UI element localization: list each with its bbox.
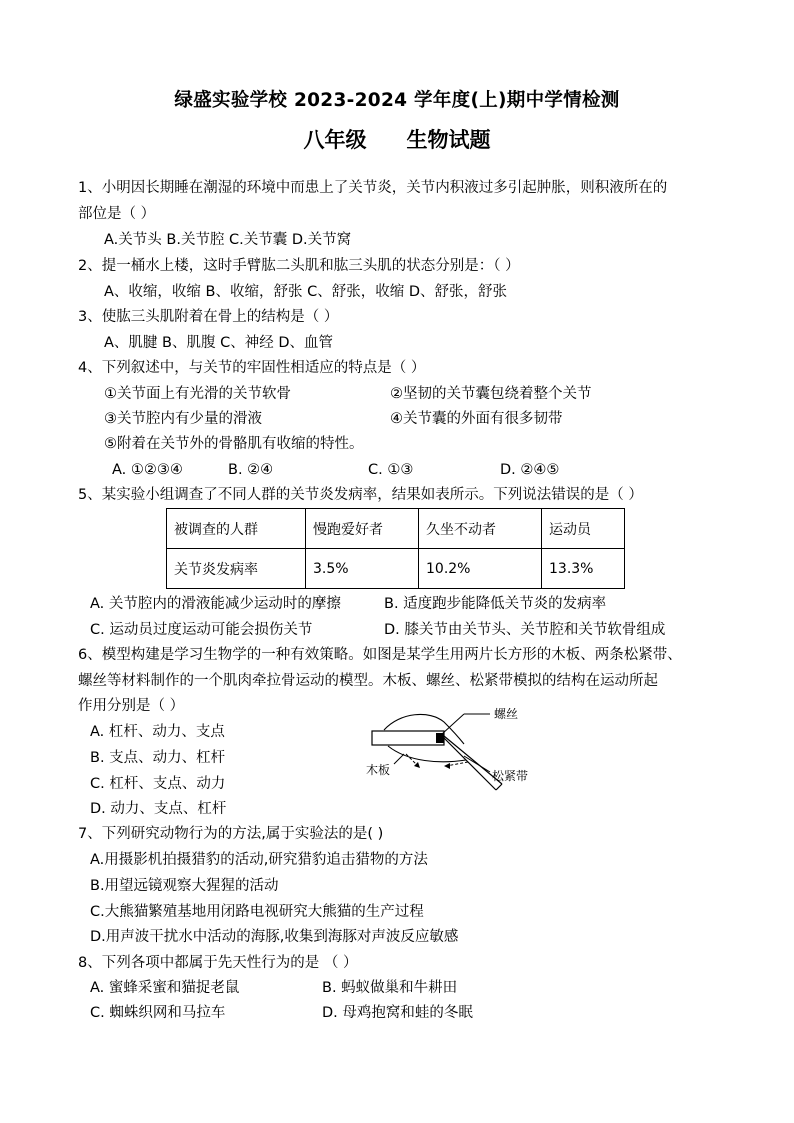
q1-stem-line1: 1、小明因长期睡在潮湿的环境中而患上了关节炎，关节内积液过多引起肿胀，则积液所在的 <box>78 180 668 196</box>
exam-title: 绿盛实验学校 2023-2024 学年度(上)期中学情检测 <box>174 90 620 111</box>
q8-option-c: C. 蜘蛛织网和马拉车 <box>90 1005 226 1021</box>
q7-option-b: B.用望远镜观察大猩猩的活动 <box>90 878 279 894</box>
q6-stem-line3: 作用分别是（ ） <box>78 698 185 714</box>
q4-item-3: ③关节腔内有少量的滑液 <box>104 411 262 427</box>
q4-item-4: ④关节囊的外面有很多韧带 <box>390 411 563 427</box>
table-cell: 运动员 <box>542 509 625 549</box>
table-cell: 久坐不动者 <box>419 509 542 549</box>
table-row <box>167 549 625 589</box>
table-cell: 13.3% <box>542 549 625 589</box>
q7-option-c: C.大熊猫繁殖基地用闭路电视研究大熊猫的生产过程 <box>90 904 424 920</box>
q7-stem: 7、下列研究动物行为的方法,属于实验法的是( ) <box>78 826 384 842</box>
second-board-end <box>496 784 502 790</box>
motion-arrow-head <box>444 763 450 769</box>
q5-stem: 5、某实验小组调查了不同人群的关节炎发病率，结果如表所示。下列说法错误的是（ ） <box>78 487 643 503</box>
q1-stem-line2: 部位是（ ） <box>78 206 156 222</box>
q4-item-5: ⑤附着在关节外的骨骼肌有收缩的特性。 <box>104 436 364 452</box>
q8-option-b: B. 蚂蚁做巢和牛耕田 <box>322 980 458 996</box>
screw-shape <box>436 733 444 743</box>
q1-options: A.关节头 B.关节腔 C.关节囊 D.关节窝 <box>104 232 352 248</box>
q7-option-a: A.用摄影机拍摄猎豹的活动,研究猎豹追击猎物的方法 <box>90 852 428 868</box>
board-shape <box>372 731 444 745</box>
q5-option-b: B. 适度跑步能降低关节炎的发病率 <box>384 596 607 612</box>
second-board-edge <box>444 738 496 790</box>
table-cell: 10.2% <box>419 549 542 589</box>
subject-label: 生物试题 <box>406 128 491 152</box>
band-label: 松紧带 <box>492 769 529 783</box>
table-header-row <box>167 509 625 549</box>
q6-option-b: B. 支点、动力、杠杆 <box>90 750 226 766</box>
q5-option-d: D. 膝关节由关节头、关节腔和关节软骨组成 <box>384 622 666 638</box>
arthritis-survey-table <box>166 508 625 589</box>
q3-stem: 3、使肱三头肌附着在骨上的结构是（ ） <box>78 309 339 325</box>
q6-option-d: D. 动力、支点、杠杆 <box>90 801 227 817</box>
screw-label: 螺丝 <box>494 707 519 721</box>
band-leader-line <box>464 756 490 772</box>
table-cell: 关节炎发病率 <box>167 549 306 589</box>
q4-option-c: C. ①③ <box>368 462 414 478</box>
q6-stem-line1: 6、模型构建是学习生物学的一种有效策略。如图是某学生用两片长方形的木板、两条松紧带、 <box>78 647 682 663</box>
grade-label: 八年级 <box>303 128 367 152</box>
q4-stem: 4、下列叙述中，与关节的牢固性相适应的特点是（ ） <box>78 360 426 376</box>
exam-subtitle <box>0 124 794 154</box>
q5-option-c: C. 运动员过度运动可能会损伤关节 <box>90 622 313 638</box>
muscle-bone-model-diagram <box>360 704 550 800</box>
q4-option-d: D. ②④⑤ <box>500 462 560 478</box>
q4-option-a: A. ①②③④ <box>112 462 183 478</box>
q3-options: A、肌腱 B、肌腹 C、神经 D、血管 <box>104 335 333 351</box>
board-leader-line <box>394 754 404 764</box>
q8-option-d: D. 母鸡抱窝和蛙的冬眠 <box>322 1005 473 1021</box>
board-label: 木板 <box>366 763 391 777</box>
q8-stem: 8、下列各项中都属于先天性行为的是 （ ） <box>78 955 358 971</box>
table-cell: 被调查的人群 <box>167 509 306 549</box>
q4-option-b: B. ②④ <box>228 462 274 478</box>
q8-option-a: A. 蜜蜂采蜜和猫捉老鼠 <box>90 980 240 996</box>
q6-option-a: A. 杠杆、动力、支点 <box>90 724 225 740</box>
q4-item-1: ①关节面上有光滑的关节软骨 <box>104 386 291 402</box>
band-upper-curve <box>384 714 464 744</box>
q7-option-d: D.用声波干扰水中活动的海豚,收集到海豚对声波反应敏感 <box>90 929 459 945</box>
q2-options: A、收缩，收缩 B、收缩，舒张 C、舒张，收缩 D、舒张，舒张 <box>104 284 507 300</box>
table-cell: 慢跑爱好者 <box>306 509 419 549</box>
table-cell: 3.5% <box>306 549 419 589</box>
q2-stem: 2、提一桶水上楼，这时手臂肱二头肌和肱三头肌的状态分别是：（ ） <box>78 258 520 274</box>
q6-stem-line2: 螺丝等材料制作的一个肌肉牵拉骨运动的模型。木板、螺丝、松紧带模拟的结构在运动所起 <box>78 673 658 689</box>
q4-item-2: ②坚韧的关节囊包绕着整个关节 <box>390 386 592 402</box>
q6-option-c: C. 杠杆、支点、动力 <box>90 776 226 792</box>
q5-option-a: A. 关节腔内的滑液能减少运动时的摩擦 <box>90 596 341 612</box>
